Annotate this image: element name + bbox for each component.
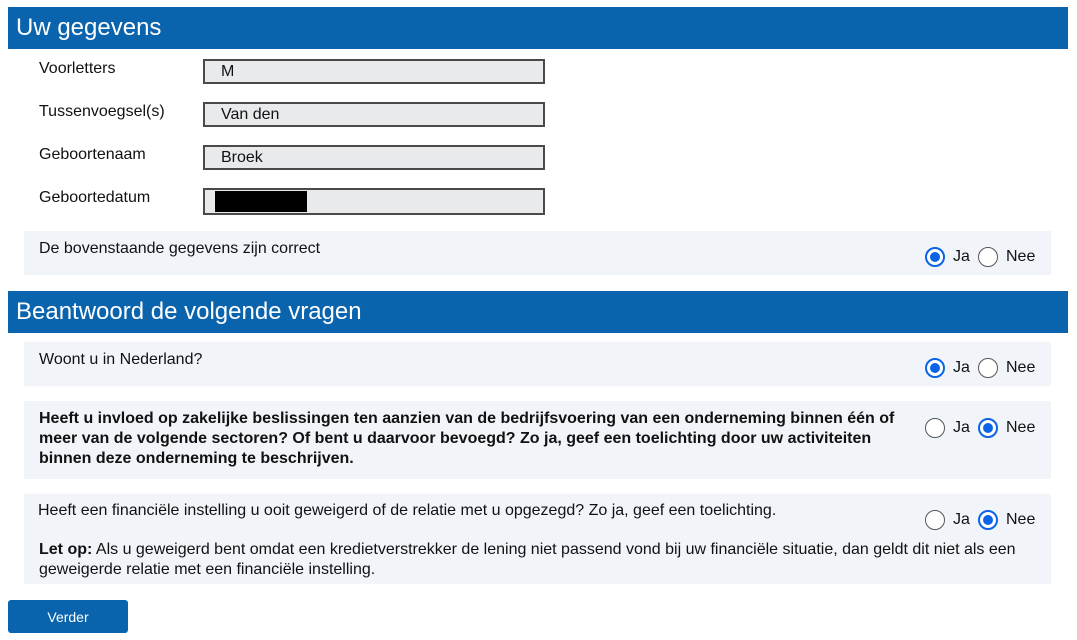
redacted-value <box>215 191 307 212</box>
confirm-panel <box>24 231 1051 275</box>
q2-no-label: Nee <box>1006 419 1036 436</box>
question-panel-2 <box>24 401 1051 479</box>
q1-yes-radio[interactable] <box>925 358 945 378</box>
q1-no-radio[interactable] <box>978 358 998 378</box>
geboortedatum-label: Geboortedatum <box>39 189 151 206</box>
geboortenaam-field[interactable] <box>203 145 545 170</box>
confirm-question: De bovenstaande gegevens zijn correct <box>39 240 321 257</box>
verder-button[interactable]: Verder <box>8 600 128 633</box>
q2-yes-label: Ja <box>953 419 970 436</box>
q1-no-label: Nee <box>1006 359 1036 376</box>
q2-yes-radio[interactable] <box>925 418 945 438</box>
voorletters-label: Voorletters <box>39 60 116 77</box>
question-3-text: Heeft een financiële instelling u ooit geweigerd of de relatie met u opgezegd? Zo ja, geef een toelichting. <box>38 502 777 519</box>
note-label: Let op: <box>39 541 93 558</box>
question-panel-1 <box>24 342 1051 386</box>
q3-yes-label: Ja <box>953 511 970 528</box>
confirm-yes-radio[interactable] <box>925 247 945 267</box>
question-1-text: Woont u in Nederland? <box>39 351 203 368</box>
tussenvoegsel-label: Tussenvoegsel(s) <box>39 103 165 120</box>
tussenvoegsel-field[interactable] <box>203 102 545 127</box>
question-2-text: Heeft u invloed op zakelijke beslissingen ten aanzien van de bedrijfsvoering van een onderneming binnen één of meer van de volgende sectoren? Of bent u daarvoor bevoegd? Zo ja, geef een toelichting door uw activiteiten binnen deze onderneming te beschrijven. <box>39 410 895 467</box>
question-panel-3 <box>24 494 1051 584</box>
confirm-no-radio[interactable] <box>978 247 998 267</box>
q3-yes-radio[interactable] <box>925 510 945 530</box>
section-header-vragen: Beantwoord de volgende vragen <box>8 291 1068 333</box>
confirm-yes-label: Ja <box>953 248 970 265</box>
q2-no-radio[interactable] <box>978 418 998 438</box>
section-header-uw-gegevens: Uw gegevens <box>8 7 1068 49</box>
q1-yes-label: Ja <box>953 359 970 376</box>
voorletters-field[interactable] <box>203 59 545 84</box>
q3-no-radio[interactable] <box>978 510 998 530</box>
question-3-note <box>39 540 1039 580</box>
note-text: Als u geweigerd bent omdat een kredietverstrekker de lening niet passend vond bij uw financiële situatie, dan geldt dit niet als een geweigerde relatie met een financiële instelling. <box>39 541 1016 578</box>
geboortenaam-label: Geboortenaam <box>39 146 146 163</box>
q3-no-label: Nee <box>1006 511 1036 528</box>
confirm-no-label: Nee <box>1006 248 1036 265</box>
